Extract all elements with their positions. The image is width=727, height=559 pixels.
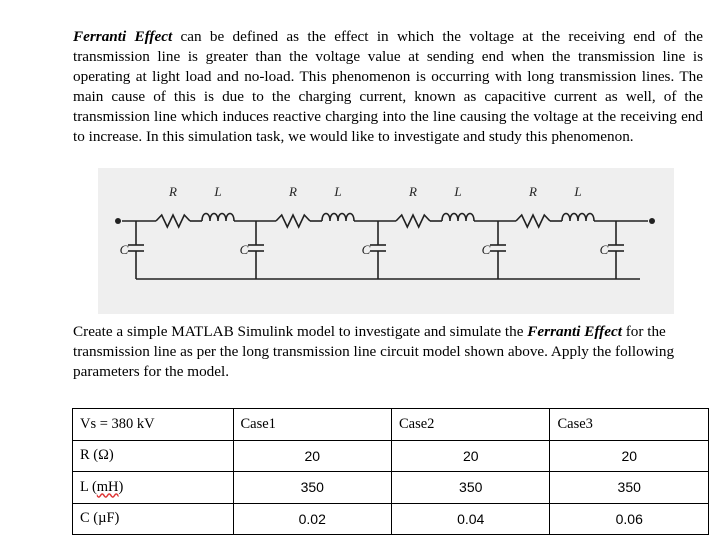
inductor-3 [442,214,474,222]
row-label-text: C (µF) [80,510,120,527]
table-cell: 350 [391,472,549,504]
inductor-label: L [574,184,582,199]
header-vs: Vs = 380 kV [73,409,234,441]
table-cell: 350 [550,472,709,504]
table-cell: 350 [233,472,391,504]
table-cell: 0.02 [233,503,391,535]
resistor-label: R [529,184,537,199]
task-term: Ferranti Effect [527,323,622,340]
header-case1: Case1 [233,409,391,441]
terminal-icon [115,218,121,224]
capacitor-label: C [481,242,491,257]
capacitor-label: C [239,242,249,257]
capacitor-label: C [361,242,371,257]
table-cell: 20 [391,440,549,472]
inductor-4 [562,214,594,222]
table-cell: 20 [550,440,709,472]
resistor-label: R [169,184,177,199]
intro-paragraph [73,27,703,148]
table-row-r [73,440,709,472]
inductor-1 [202,214,234,222]
resistor-label: R [289,184,297,199]
task-text-after: for the transmission line as per the long transmission line circuit model shown above. Apply the following parameters for the model. [73,323,675,381]
row-label [73,503,234,535]
inductor-label: L [214,184,222,199]
row-label-unit: mH [96,478,119,495]
resistor-1 [156,215,190,227]
task-paragraph [73,322,713,382]
task-text-before: Create a simple MATLAB Simulink model to investigate and simulate the [73,323,528,340]
row-label [73,472,234,504]
parameters-table [72,408,709,535]
table-header-row [73,409,709,441]
terminal-icon [649,218,655,224]
row-label-text: R (Ω) [80,447,114,464]
inductor-label: L [334,184,342,199]
resistor-3 [396,215,430,227]
header-case3: Case3 [550,409,709,441]
resistor-label: R [409,184,417,199]
inductor-label: L [454,184,462,199]
circuit-svg [98,168,674,314]
intro-term: Ferranti Effect [73,28,173,45]
header-case2: Case2 [391,409,549,441]
table-cell: 20 [233,440,391,472]
table-cell: 0.06 [550,503,709,535]
resistor-4 [516,215,550,227]
row-label-close: ) [118,478,124,495]
resistor-2 [276,215,310,227]
table-row-c [73,503,709,535]
inductor-2 [322,214,354,222]
table-row-l [73,472,709,504]
capacitor-label: C [119,242,129,257]
transmission-line-circuit-diagram [98,168,674,314]
intro-text: can be defined as the effect in which the voltage at the receiving end of the transmission line is greater than the voltage value at sending end when the transmission line is operating at light load and no-load. This phenomenon is occurring with long transmission lines. The main cause of this is due to the charging current, known as capacitive current as well, of the transmission line which induces reactive charging into the line causing the voltage at the receiving end to increase. In this simulation task, we would like to investigate and study this phenomenon. [73,28,704,146]
table-cell: 0.04 [391,503,549,535]
row-label [73,440,234,472]
capacitor-label: C [599,242,609,257]
row-label-text: L ( [80,478,97,495]
